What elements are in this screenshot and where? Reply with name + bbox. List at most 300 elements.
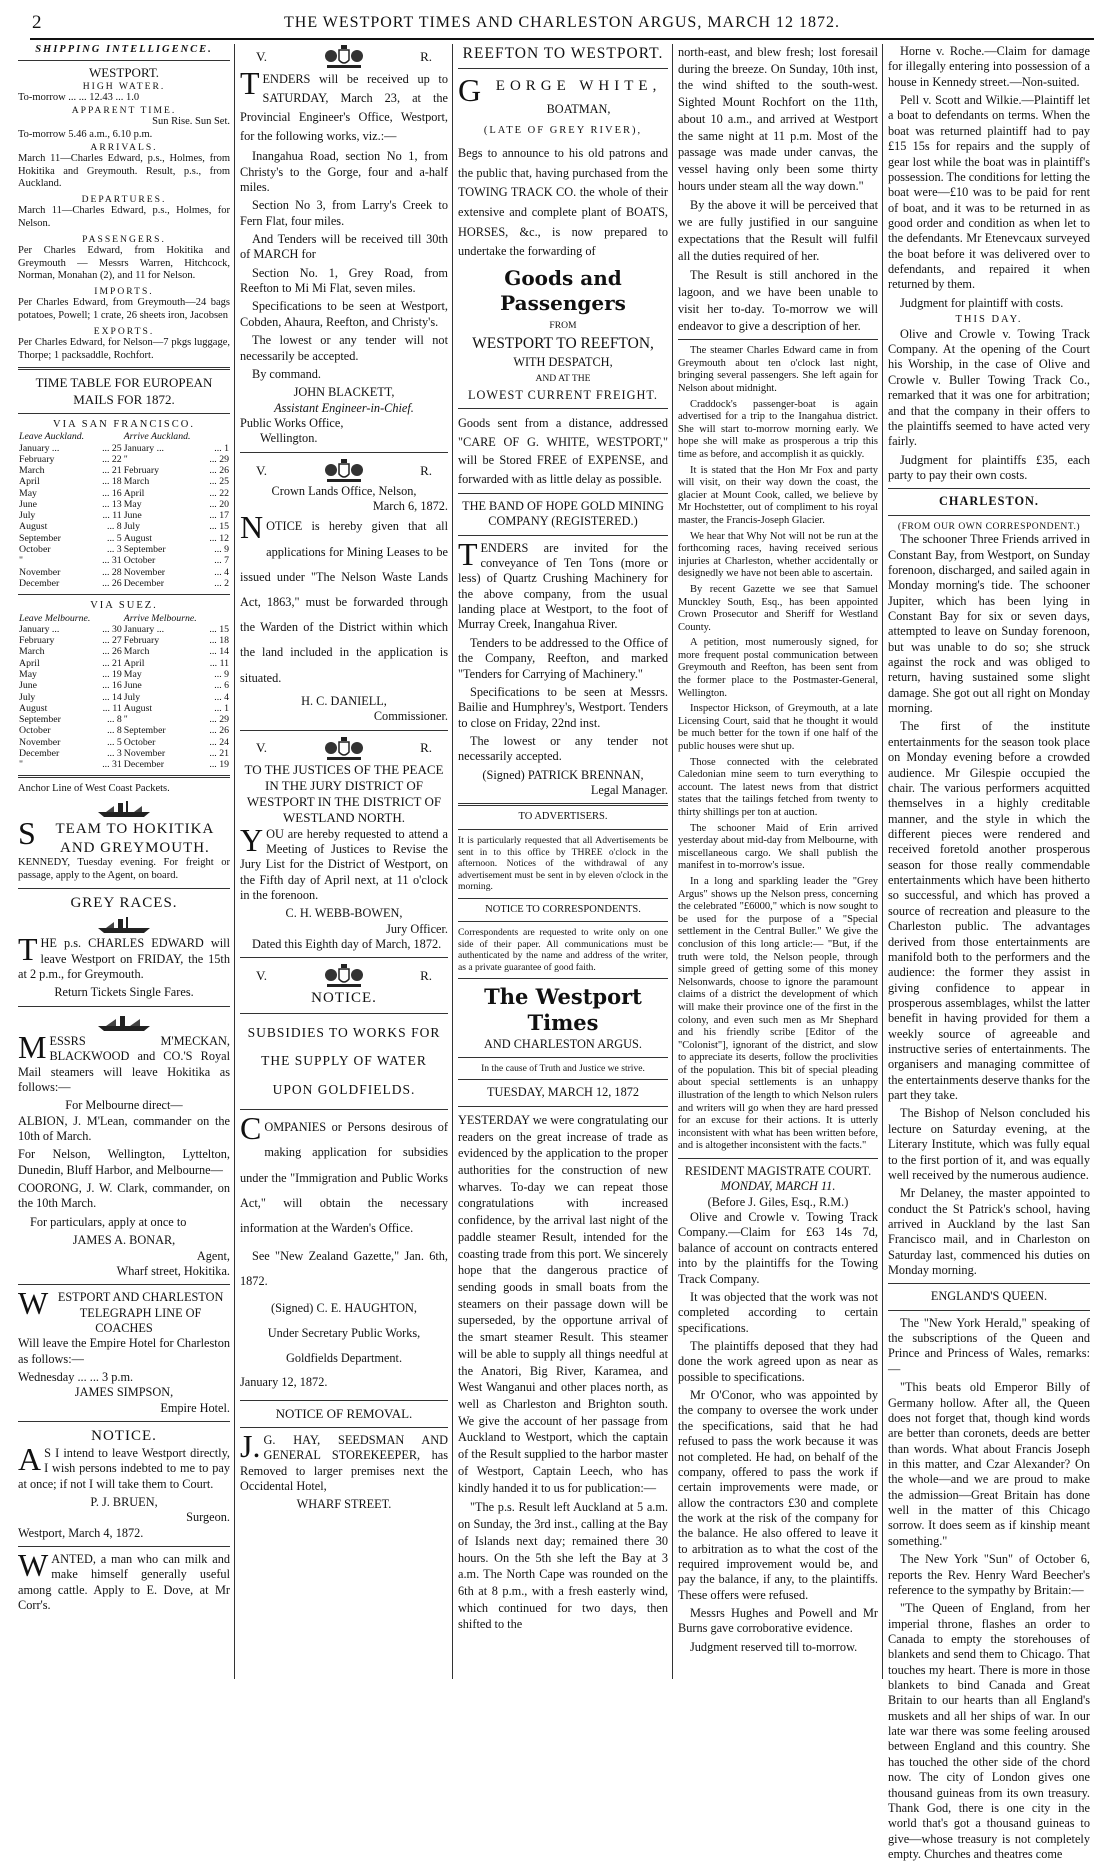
justices-role: Jury Officer. — [386, 921, 448, 936]
tender-city: Wellington. — [260, 431, 318, 446]
table-cell: November — [19, 736, 61, 748]
table-row — [18, 725, 230, 736]
table-row — [18, 737, 230, 748]
table-cell: ... 21 — [102, 465, 122, 477]
timetable-heading: TIME TABLE FOR EUROPEAN MAILS FOR 1872. — [35, 375, 213, 407]
tender-command: By command. — [252, 366, 321, 381]
mmeckan-agent-role: Agent, — [196, 1248, 230, 1263]
table-row — [18, 624, 230, 635]
divider — [18, 367, 230, 370]
divider — [458, 898, 668, 899]
column-4 — [678, 44, 878, 1679]
table-cell: July — [123, 691, 141, 703]
table-cell: ... 9 — [214, 668, 229, 680]
crest-v: V. — [256, 48, 267, 64]
justices-heading: TO THE JUSTICES OF THE PEACE IN THE JURY DISTRICT OF WESTPORT IN THE DISTRICT OF WESTLAND NORTH. — [244, 761, 444, 826]
divider — [18, 1006, 230, 1007]
court-text: Judgment for plaintiff with costs. — [900, 295, 1064, 310]
table-cell: ... 8 — [107, 725, 122, 737]
divider — [18, 1284, 230, 1285]
band-of-hope-lowest: The lowest or any tender not necessarily accepted. — [458, 733, 668, 764]
steam-heading: STEAM TO HOKITIKA AND GREYMOUTH. — [18, 814, 215, 856]
races-text: THE p.s. CHARLES EDWARD will leave Westport on FRIDAY, the 15th at 2 p.m., for Greymouth. — [18, 931, 230, 982]
table-cell: June — [19, 498, 37, 510]
divider — [18, 413, 230, 414]
crest-v: V. — [256, 968, 267, 984]
table-row — [18, 465, 230, 476]
table-cell: August — [123, 702, 153, 714]
divider — [458, 535, 668, 536]
table-row — [18, 488, 230, 499]
table-cell: ... 26 — [209, 465, 229, 477]
late-of-heading: (LATE OF GREY RIVER), — [483, 125, 643, 137]
table-cell: " — [19, 555, 23, 567]
tender-and: And Tenders will be received till 30th of MARCH for — [240, 231, 448, 262]
table-cell: ... 24 — [209, 736, 229, 748]
mmeckan-particulars: For particulars, apply at once to — [30, 1214, 187, 1229]
tender-signatory: JOHN BLACKETT, — [293, 385, 395, 400]
table-cell: ... 20 — [209, 498, 229, 510]
justices-date: Dated this Eighth day of March, 1872. — [252, 937, 442, 952]
table-cell: ... 5 — [107, 532, 122, 544]
table-cell: ... 11 — [102, 510, 122, 522]
notice-name: P. J. BRUEN, — [90, 1494, 158, 1509]
table-row — [18, 669, 230, 680]
table-row — [18, 714, 230, 725]
mmeckan-coorong: COORONG, J. W. Clark, commander, on the 10th March. — [18, 1181, 230, 1211]
table-cell: September — [123, 544, 166, 555]
notice-date: Westport, March 4, 1872. — [18, 1525, 144, 1540]
despatch-heading: WITH DESPATCH, — [513, 354, 613, 369]
charleston-text: The first of the institute entertainments for the season took place on Monday evening before a crowded audience. Mr Gilespie occupied the chair. The various performers acquitted themselves in a highly creditable manner, and the style in which the different pieces were rendered and received foretold another prosperous season for those really commendable entertainments which have been hitherto so successful, and which has proved a source of recreation and pleasure to the Charleston public. The advantages derived from those entertainments are manifold both to the performers and the audience: the former they assist in giving confidence to appear in prosperous assemblages, whilst the latter benefit in having provided for them a weekly source of agreeable and instructive series of entertainments. The organisers and managing committee of the entertainments deserve thanks for the part they take. — [888, 719, 1090, 1103]
court-text: Pell v. Scott and Wilkie.—Plaintiff let a boat to defendants on terms. When the boat was returned plaintiff had to pay £15 15s for repairs and the supply of gear lost while the boat was in plaintiff's possession. The conditions for letting the boat were—£10 was to be paid for rent of boat, and it was to be returned in as good order and condition as when let to the defendants. Mr Etenevcaux surveyed the boat before it was delivered over to defendants, and repaired it when returned by them. — [888, 93, 1090, 292]
column-5 — [888, 44, 1090, 1861]
table-cell: ... 11 — [209, 657, 229, 669]
table-cell: ... 27 — [102, 635, 122, 647]
anchor-line-heading: Anchor Line of West Coast Packets. — [18, 783, 170, 795]
table-cell: ... 7 — [214, 555, 229, 567]
mmeckan-melbourne: For Melbourne direct— — [65, 1098, 183, 1113]
subsidies-role: Under Secretary Public Works, — [267, 1325, 421, 1340]
steamship-icon — [94, 914, 154, 934]
table-row — [18, 646, 230, 657]
divider — [458, 493, 668, 494]
subsidies-signed: (Signed) C. E. HAUGHTON, — [271, 1301, 417, 1316]
rmc-heading: RESIDENT MAGISTRATE COURT. — [684, 1164, 872, 1179]
column-header: Leave Melbourne. — [19, 612, 91, 624]
mmeckan-albion: ALBION, J. M'Lean, commander on the 10th of March. — [18, 1113, 230, 1143]
removal-address: WHARF STREET. — [296, 1497, 392, 1512]
table-cell: May — [123, 498, 142, 510]
table-cell: ... 15 — [209, 623, 229, 635]
table-cell: ... 17 — [209, 510, 229, 522]
correspondent-label: (FROM OUR OWN CORRESPONDENT.) — [897, 520, 1081, 532]
column-rule — [452, 44, 453, 1679]
passengers-label: PASSENGERS. — [82, 233, 166, 245]
divider — [240, 730, 448, 731]
table-cell: June — [123, 510, 142, 522]
table-cell: ... 4 — [214, 566, 229, 578]
divider — [18, 888, 230, 889]
masthead — [30, 10, 1094, 40]
news-item: Those connected with the celebrated Caledonian mine seem to turn everything to account. The latest news from that district states that the tailings fetched from twenty to thirty shillings per ton at auction. — [678, 756, 878, 818]
divider — [240, 1427, 448, 1428]
steamship-icon — [94, 798, 154, 818]
paper-subtitle: AND CHARLESTON ARGUS. — [484, 1036, 642, 1051]
crest-r: R. — [420, 48, 432, 64]
band-of-hope-signed: (Signed) PATRICK BRENNAN, — [482, 767, 644, 782]
court-text: Olive and Crowle v. Towing Track Company. At the opening of the Court his Worship, in the case of Olive and Crowle v. Buller Towing Track Co., remarked that it was one for arbitration; and that the company in their offers to the plaintiffs seemed to have acted very fairly. — [888, 326, 1090, 449]
table-cell: December — [19, 747, 60, 759]
divider — [458, 1057, 668, 1058]
subsidies-text: COMPANIES or Persons desirous of making application for subsidies under the "Immigration and Public Works Act," will obtain the necessary information at the Warden's Office. — [240, 1110, 448, 1235]
table-cell: September — [19, 714, 61, 726]
table-cell: August — [19, 702, 48, 714]
high-water-line: To-morrow ... ... 12.43 ... 1.0 — [18, 92, 140, 104]
crest-v: V. — [256, 740, 267, 756]
boatman-heading: BOATMAN, — [546, 102, 611, 117]
royal-crest — [240, 44, 448, 70]
divider — [240, 452, 448, 453]
royal-crest — [240, 736, 448, 762]
table-cell: ... 5 — [107, 736, 122, 748]
band-of-hope-text: TENDERS are invited for the conveyance of Ten Tons (more or less) of Quartz Crushing Machinery for the above company, from the usual landing place at Westport, to the foot of Murray Creek, Inangahua River. — [458, 535, 668, 632]
mmeckan-text: MESSRS M'MECKAN, BLACKWOOD and CO.'S Royal Mail steamers will leave Hokitika as follows:— — [18, 1028, 230, 1094]
suez-mail-table — [18, 613, 230, 771]
table-cell: ... 11 — [102, 702, 122, 714]
notice-text: AS I intend to leave Westport directly, I wish persons indebted to me to pay at once; if not I will take them to Court. — [18, 1440, 230, 1491]
table-cell: July — [19, 691, 36, 703]
telegraph-wednesday: Wednesday ... ... 3 p.m. — [18, 1370, 134, 1385]
return-tickets: Return Tickets Single Fares. — [54, 985, 194, 1000]
royal-crest — [240, 458, 448, 484]
table-cell: October — [19, 544, 51, 555]
table-cell: April — [123, 657, 145, 669]
news-item: In a long and sparkling leader the "Grey Argus" shows up the Nelson press, concerning the celebrated "£6000," which is now sought to be used for the purpose of a "Special settlement in the Central Buller." We give the conclusion of this long article:— "But, if the truth were told, the Nelson people, through simple greed of getting some of this money Nelsonwards, choose to ignore the paramount claims of a district the development of which will make their province one of the first in the colony, and even such men as Mr Shephard and his friendly scribe [Editor of the "Colonist"], ignorant of the district, and slow to appreciate its deserts, follow the proclivities of the population. This bit of special pleading about special settlements is an unhappy illustration of the length to which Nelson rulers and writers will go when they are hard pressed for an excuse for their actions. It is utterly inconsistent with what has been written before, and is altogether inconsistent with the facts." — [678, 875, 878, 1152]
royal-crest — [240, 963, 448, 989]
imports-label: IMPORTS. — [94, 285, 154, 297]
paper-nameplate: The Westport Times — [484, 984, 642, 1036]
table-cell: March — [123, 646, 150, 658]
table-row — [18, 759, 230, 770]
notice-heading: NOTICE. — [311, 990, 377, 1007]
divider — [18, 1421, 230, 1422]
arrivals-text: March 11—Charles Edward, p.s., Holmes, from Hokitika and Greymouth. Result, p.s., from Auckland. — [18, 153, 230, 190]
apparent-time-label: APPARENT TIME. — [71, 104, 177, 116]
table-cell: ... 19 — [102, 668, 122, 680]
table-cell: April — [123, 487, 145, 499]
tender-role: Assistant Engineer-in-Chief. — [274, 400, 414, 415]
table-cell: February — [19, 453, 55, 465]
correspondents-heading: NOTICE TO CORRESPONDENTS. — [485, 903, 641, 915]
table-row — [18, 635, 230, 646]
table-cell: ... 19 — [209, 759, 229, 771]
telegraph-hotel: Empire Hotel. — [160, 1400, 230, 1415]
removal-heading: NOTICE OF REMOVAL. — [275, 1405, 413, 1421]
table-cell: ... 28 — [102, 566, 122, 578]
table-cell: June — [123, 680, 142, 692]
column-rule — [234, 44, 235, 1679]
rmc-before: (Before J. Giles, Esq., R.M.) — [707, 1194, 849, 1209]
table-row — [18, 443, 230, 454]
tenders-text: TENDERS will be received up to SATURDAY, March 23, at the Provincial Engineer's Office, Westport, for the following works, viz.:— — [240, 65, 448, 144]
goods-heading: Goods and Passengers — [500, 266, 626, 316]
queen-heading: ENGLAND'S QUEEN. — [930, 1289, 1048, 1304]
crest-r: R. — [420, 462, 432, 478]
telegraph-text: Will leave the Empire Hotel for Charleston as follows:— — [18, 1336, 230, 1366]
court-text: Horne v. Roche.—Claim for damage for illegally entering into possession of a house in Kennedy street.—Non-suited. — [888, 44, 1090, 89]
table-cell: " — [123, 453, 128, 465]
departures-text: March 11—Charles Edward, p.s., Holmes, for Nelson. — [18, 205, 230, 229]
news-item: A petition, most numerously signed, for more frequent postal communication between Greymouth and Reefton, has been sent from the former place to the Postmaster-General, Wellington. — [678, 637, 878, 699]
table-cell: October — [123, 555, 156, 567]
table-cell: ... 25 — [209, 476, 229, 488]
paper-motto: In the cause of Truth and Justice we strive. — [481, 1062, 645, 1074]
table-cell: July — [19, 510, 36, 522]
port-heading: WESTPORT. — [88, 64, 160, 80]
table-row — [18, 533, 230, 544]
news-item: Inspector Hickson, of Greymouth, at a late Licensing Court, said that he thought it would be much better for the town if one half of the public houses were shut up. — [678, 703, 878, 753]
table-cell: ... 1 — [214, 702, 229, 714]
table-cell: ... 29 — [209, 453, 229, 465]
tender-specs: Specifications to be seen at Westport, Cobden, Ahaura, Reefton, and Christy's. — [240, 299, 448, 329]
royal-arms-icon — [321, 736, 367, 762]
divider — [240, 1400, 448, 1401]
divider — [458, 68, 668, 69]
rmc-text: Olive and Crowle v. Towing Track Company.—Claim for £63 14s 7d, balance of account on contracts entered into by the plaintiffs for the Towing Track Company. — [678, 1210, 878, 1286]
tender-section-1: Section No. 1, Grey Road, from Reefton to Mi Mi Flat, seven miles. — [240, 265, 448, 296]
charleston-text: Mr Delaney, the master appointed to conduct the St Patrick's school, having arrived in Auckland by the last San Francisco mail, and in Charleston on Saturday last, commenced his duties on Monday morning. — [888, 1186, 1090, 1278]
steamship-icon — [94, 1012, 154, 1032]
table-cell: December — [19, 577, 60, 589]
table-cell: August — [123, 532, 153, 544]
column-1 — [18, 44, 230, 1679]
table-cell: ... 25 — [102, 442, 122, 454]
divider — [888, 488, 1090, 489]
table-cell: October — [19, 725, 51, 737]
table-cell: ... 30 — [102, 623, 122, 635]
royal-arms-icon — [321, 458, 367, 484]
departures-label: DEPARTURES. — [81, 193, 167, 205]
issue-date: TUESDAY, MARCH 12, 1872 — [486, 1085, 640, 1100]
subsidies-see: See "New Zealand Gazette," Jan. 6th, 1872. — [240, 1249, 448, 1288]
crown-lands-role: Commissioner. — [373, 709, 448, 724]
exports-text: Per Charles Edward, for Nelson—7 pkgs luggage, Thorpe; 1 packsaddle, Rochfort. — [18, 337, 230, 361]
crest-r: R. — [420, 968, 432, 984]
sf-mail-table — [18, 431, 230, 589]
table-cell: ... 22 — [209, 487, 229, 499]
column-header: Leave Auckland. — [19, 431, 85, 443]
sun-line: To-morrow 5.46 a.m., 6.10 p.m. — [18, 129, 153, 141]
table-cell: February — [123, 465, 160, 477]
table-cell: March — [19, 646, 45, 658]
divider — [888, 1310, 1090, 1311]
news-item: By recent Gazette we see that Samuel Munckley South, Esq., has been appointed Crown Prosecutor and Sheriff for Westland County. — [678, 583, 878, 633]
divider — [18, 1546, 230, 1547]
table-header-row — [18, 431, 230, 442]
table-row — [18, 555, 230, 566]
reefton-heading: REEFTON TO WESTPORT. — [462, 45, 664, 62]
mmeckan-nelson: For Nelson, Wellington, Lyttelton, Dunedin, Bluff Harbor, and Melbourne— — [18, 1147, 230, 1177]
divider — [458, 829, 668, 830]
table-cell: ... 9 — [214, 544, 229, 555]
table-cell: ... 26 — [209, 725, 229, 737]
rmc-text: It was objected that the work was not completed according to certain specifications. — [678, 1289, 878, 1335]
table-cell: ... 18 — [209, 635, 229, 647]
table-cell: ... 16 — [102, 487, 122, 499]
george-white-heading: GEORGE WHITE, — [458, 72, 662, 109]
table-cell: ... 31 — [102, 555, 122, 567]
shipping-heading: SHIPPING INTELLIGENCE. — [18, 44, 230, 61]
table-cell: ... 16 — [102, 680, 122, 692]
table-cell: February — [123, 635, 160, 647]
royal-arms-icon — [321, 963, 367, 989]
table-row — [18, 748, 230, 759]
advertisers-heading: TO ADVERTISERS. — [518, 811, 608, 823]
justices-text: YOU are hereby requested to attend a Meeting of Justices to Revise the Jury List for the District of Westport, on the Fifth day of April next, at 11 o'clock in the forenoon. — [240, 821, 448, 902]
steam-text: KENNEDY, Tuesday evening. For freight or passage, apply to the Agent, on board. — [18, 857, 230, 882]
editorial-text: YESTERDAY we were congratulating our readers on the great increase of trade as evidenced by the application to the proper authorities for the construction of new wharves. To-day we can repeat those congratulations with increased confidence, by the arrival last night of the paddle steamer Result, intended for the coasting trade from this port. We sincerely hope that the dangerous practice of sending goods in small boats from the steamers on their passage down will be superseded, by the opportune arrival of the smart steamer Result. This steamer will be able to supply all things needful at the Anatori, Big River, Karamea, and West Wanganui and other places north, as well as Charleston and Brighton south. We give the account of her passage from Auckland to Westport, which the captain of the Result supplied to the harbor master of Westport, Captain Leech, who has kindly handed it to us for publication:— — [458, 1112, 668, 1495]
george-white-text: Begs to announce to his old patrons and the public that, having purchased from the TOWING TRACK CO. the whole of their extensive and complete plant of BOATS, HORSES, &c., is now prepared to undertake the forwarding of — [458, 146, 668, 259]
table-row — [18, 578, 230, 589]
correspondents-text: Correspondents are requested to write only on one side of their paper. All communications must be authenticated by the name and address of the writer, as a private guarantee of good faith. — [458, 927, 668, 973]
table-row — [18, 567, 230, 578]
table-cell: ... 6 — [214, 680, 229, 692]
sun-columns: Sun Rise. Sun Set. — [152, 116, 230, 128]
divider — [240, 1013, 448, 1014]
table-row — [18, 454, 230, 465]
table-cell: April — [19, 476, 40, 488]
crown-lands-office: Crown Lands Office, Nelson, — [271, 483, 417, 498]
table-cell: November — [123, 747, 166, 759]
table-cell: May — [19, 668, 37, 680]
divider — [458, 1106, 668, 1107]
table-row — [18, 476, 230, 487]
column-header: Arrive Melbourne. — [123, 612, 197, 624]
table-cell: ... 4 — [214, 691, 229, 703]
table-cell: January ... — [19, 442, 60, 454]
this-day-heading: THIS DAY. — [955, 314, 1023, 326]
route-heading: WESTPORT TO REEFTON, — [472, 334, 654, 352]
divider — [678, 339, 878, 340]
table-cell: ... 26 — [102, 577, 122, 589]
editorial-p2: By the above it will be perceived that we are fully justified in our sanguine expectations that the Result will fulfil all the duties required of her. — [678, 198, 878, 263]
lowest-freight: LOWEST CURRENT FREIGHT. — [467, 387, 659, 402]
divider — [888, 1283, 1090, 1284]
sf-heading: VIA SAN FRANCISCO. — [53, 418, 195, 430]
charleston-text: The Bishop of Nelson concluded his lecture on Saturday evening, at the Literary Institute, which was fully equal to the first portion of it, and was equally well received by the numerous audience. — [888, 1106, 1090, 1182]
table-cell: September — [19, 532, 61, 544]
table-cell: ... 18 — [102, 476, 122, 488]
divider — [18, 775, 230, 778]
queen-text: The "New York Herald," speaking of the subscriptions of the Queen and Prince and Princess of Wales, remarks:— — [888, 1315, 1090, 1376]
table-cell: ... 14 — [102, 691, 122, 703]
notice-role: Surgeon. — [186, 1510, 230, 1525]
table-cell: ... 26 — [102, 646, 122, 658]
table-cell: ... 31 — [102, 759, 122, 771]
suez-heading: VIA SUEZ. — [90, 600, 158, 612]
table-cell: ... 14 — [209, 646, 229, 658]
editorial-text-2: "The p.s. Result left Auckland at 5 a.m. on Sunday, the 3rd inst., calling at the Bay of Islands next day; remained there 30 hours. On the 5th she left the Bay at 3 a.m. The North Cape was rounded on the 6th at 8 p.m., with a fresh easterly wind, which continued for two days, then shifted to the — [458, 1500, 668, 1632]
rmc-text: Messrs Hughes and Powell and Mr Burns gave corroborative evidence. — [678, 1606, 878, 1636]
news-item: We hear that Why Not will not be run at the forthcoming races, having received serious injuries at Charleston, whether accidentally or designedly we have not been able to ascertain. — [678, 530, 878, 580]
column-rule — [672, 44, 673, 1679]
table-cell: May — [19, 487, 37, 499]
table-row — [18, 692, 230, 703]
crown-lands-date: March 6, 1872. — [372, 499, 448, 514]
divider — [240, 957, 448, 958]
races-heading: GREY RACES. — [70, 894, 178, 911]
divider — [458, 803, 668, 806]
goods-text: Goods sent from a distance, addressed "CARE OF G. WHITE, WESTPORT," will be Stored FREE of EXPENSE, and forwarded with as little delay as possible. — [458, 416, 668, 486]
divider — [458, 1079, 668, 1080]
table-cell: ... 21 — [209, 747, 229, 759]
divider — [888, 515, 1090, 516]
table-cell: July — [123, 521, 141, 533]
and-at-label: AND AT THE — [535, 373, 591, 385]
queen-text: "This beats old Emperor Billy of Germany hollow. After all, the Queen does not forget that, though kind words are better than coronets, deeds are better than words. What about Francis Joseph in this matter, and Czar Alexander? On the whole—and we are proud to make the admission—Great Britain has done well in the matter of this Chicago sorrow. It does seem as if kinship meant something." — [888, 1380, 1090, 1548]
subsidies-heading: SUBSIDIES TO WORKS FOR THE SUPPLY OF WATER UPON GOLDFIELDS. — [247, 1025, 441, 1097]
news-item: It is stated that the Hon Mr Fox and party will visit, on their way down the coast, the glacier at Mount Cook, called, we believe by Mr Hochstetter, out of compliment to his royal master, the Francis-Joseph Glacier. — [678, 464, 878, 526]
rmc-text: Judgment reserved till to-morrow. — [690, 1639, 858, 1654]
news-item: Craddock's passenger-boat is again advertised for a trip to the Inangahua district. She will start to-morrow morning early. We hope she will make as prosperous a trip this time as before, and accomplish it as quickly. — [678, 398, 878, 460]
table-cell: ... 8 — [107, 714, 122, 726]
notice-heading: NOTICE. — [91, 1428, 157, 1445]
charleston-text: The schooner Three Friends arrived in Constant Bay, from Westport, on Sunday forenoon, discharged, and sailed again in Monday morning's tide. The schooner Jupiter, which has been lying in Constant Bay for six or seven days, attempted to leave on Sunday forenoon, but was unable to do so; she struck against the rock and was obliged to return, having sustained some slight damage. She got out all right on Monday morning. — [888, 532, 1090, 716]
royal-arms-icon — [321, 44, 367, 70]
column-3 — [458, 44, 668, 1679]
imports-text: Per Charles Edward, from Greymouth—24 bags potatoes, Powell; 1 crate, 26 sheets iron, Jacobsen — [18, 297, 230, 321]
divider — [18, 594, 230, 595]
table-row — [18, 521, 230, 532]
divider — [458, 408, 668, 409]
crest-r: R. — [420, 740, 432, 756]
table-row — [18, 658, 230, 669]
band-of-hope-address: Tenders to be addressed to the Office of the Company, Reefton, and marked "Tenders for Carrying of Machinery." — [458, 635, 668, 681]
rmc-date: MONDAY, MARCH 11. — [720, 1179, 836, 1194]
wanted-text: WANTED, a man who can milk and make himself generally useful among cattle. Apply to E. Dove, at Mr Corr's. — [18, 1547, 230, 1613]
table-row — [18, 510, 230, 521]
table-cell: ... 3 — [107, 747, 122, 759]
table-cell: September — [123, 725, 166, 737]
divider — [458, 921, 668, 922]
table-cell: February — [19, 635, 55, 647]
arrivals-label: ARRIVALS. — [90, 141, 158, 153]
table-cell: ... 3 — [107, 544, 122, 555]
divider — [240, 1109, 448, 1110]
table-cell: " — [19, 759, 23, 771]
table-cell: ... 21 — [102, 657, 122, 669]
table-cell: January ... — [19, 623, 60, 635]
high-water-label: HIGH WATER. — [82, 80, 166, 92]
table-row — [18, 680, 230, 691]
column-rule — [882, 44, 883, 1679]
tender-inangahua: Inangahua Road, section No 1, from Christy's to the Gorge, four and a-half miles. — [240, 149, 448, 194]
crown-lands-text: NOTICE is hereby given that all applications for Mining Leases to be issued under "The Nelson Waste Lands Act, 1863," must be forwarded through the Warden of the District within which the land included in the application is situated. — [240, 509, 448, 685]
news-item: The schooner Maid of Erin arrived yesterday about mid-day from Melbourne, with miscellaneous cargo. We shall publish the manifest in to-morrow's issue. — [678, 822, 878, 872]
table-cell: August — [19, 521, 48, 533]
table-cell: May — [123, 668, 142, 680]
table-cell: " — [123, 714, 128, 726]
exports-label: EXPORTS. — [93, 325, 155, 337]
tender-lowest: The lowest or any tender will not necessarily be accepted. — [240, 333, 448, 363]
tender-section-3: Section No 3, from Larry's Creek to Fern Flat, four miles. — [240, 198, 448, 228]
subsidies-date: January 12, 1872. — [240, 1375, 328, 1390]
band-of-hope-role: Legal Manager. — [590, 783, 668, 798]
table-cell: ... 1 — [214, 442, 229, 454]
justices-name: C. H. WEBB-BOWEN, — [285, 906, 403, 921]
table-row — [18, 544, 230, 555]
